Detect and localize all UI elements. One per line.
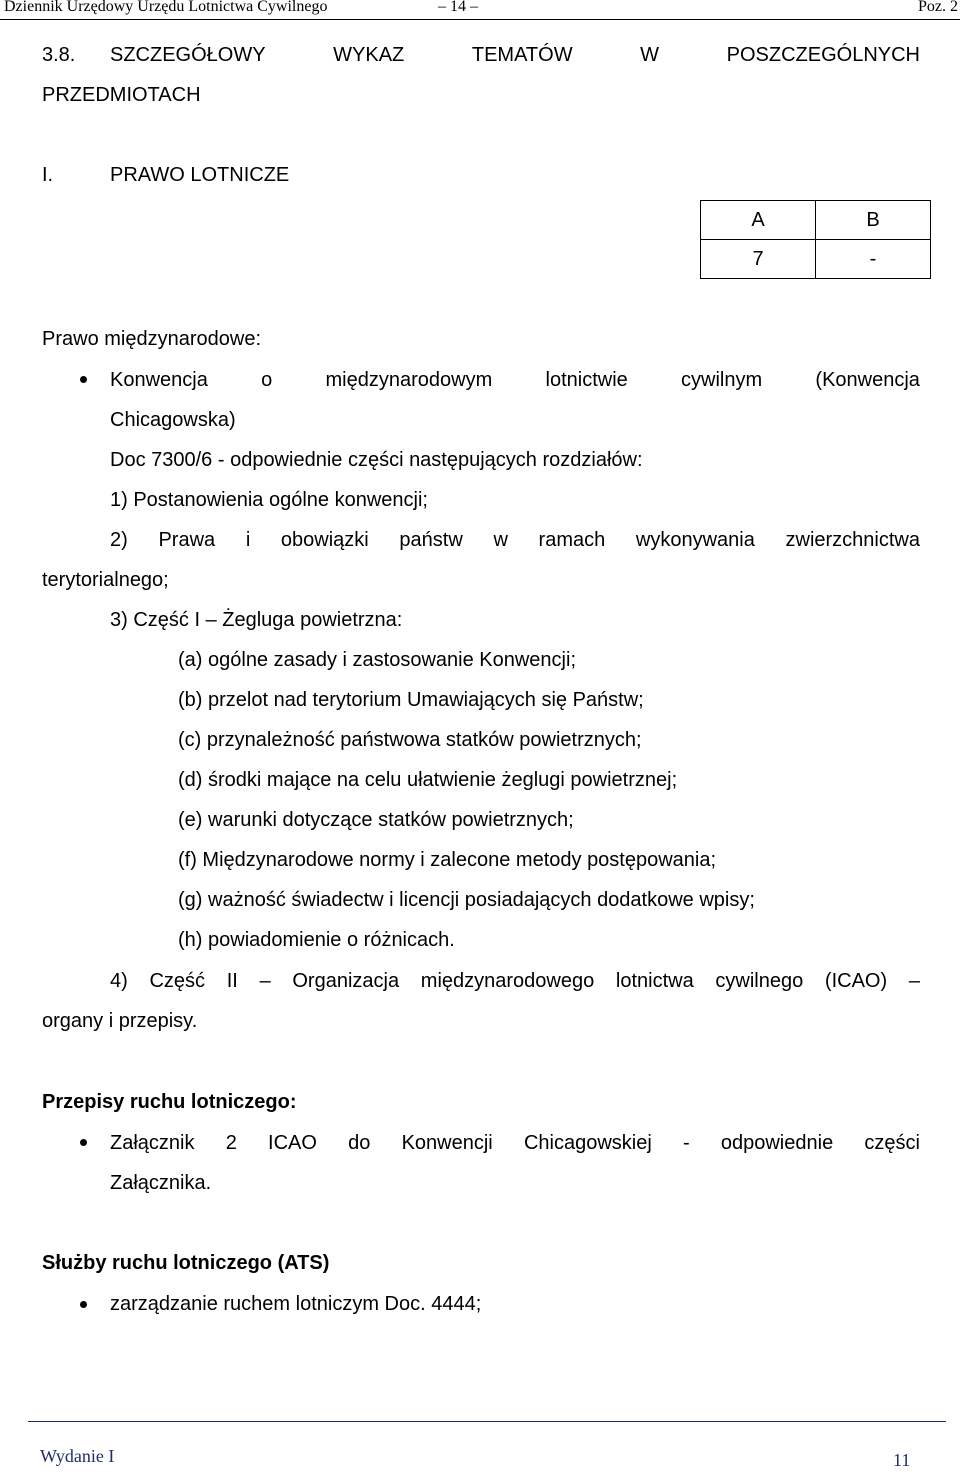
convention-bullet-line2: Chicagowska) <box>110 409 236 431</box>
ats-heading: Służby ruchu lotniczego (ATS) <box>42 1252 330 1274</box>
item-3: 3) Część I – Żegluga powietrzna: <box>110 609 403 631</box>
subitem-b: (b) przelot nad terytorium Umawiających się Państw; <box>178 689 644 711</box>
annex-bullet-word: ICAO <box>268 1132 317 1154</box>
intl-law-heading: Prawo międzynarodowe: <box>42 328 261 350</box>
annex-bullet <box>110 1131 920 1155</box>
annex-bullet-word: Załącznik <box>110 1132 195 1154</box>
convention-bullet-word: lotnictwie <box>545 369 628 391</box>
subitem-a: (a) ogólne zasady i zastosowanie Konwencji; <box>178 649 576 671</box>
edition: Wydanie I <box>40 1446 115 1466</box>
journal-title: Dziennik Urzędowy Urzędu Lotnictwa Cywilnego <box>4 0 328 15</box>
item-4-word: Organizacja <box>292 970 400 992</box>
section-title-word: W <box>640 44 660 66</box>
bullet-icon <box>80 376 87 383</box>
air-rules-heading: Przepisy ruchu lotniczego: <box>42 1091 297 1113</box>
section-title-word: POSZCZEGÓLNYCH <box>726 44 920 66</box>
item-2-word: w <box>493 529 508 551</box>
convention-bullet-word: o <box>261 369 273 391</box>
item-4-word: Część <box>149 970 206 992</box>
subitem-c: (c) przynależność państwowa statków powietrznych; <box>178 729 642 751</box>
hours-value-b: - <box>816 240 931 279</box>
item-2-word: 2) <box>110 529 128 551</box>
item-4-word: 4) <box>110 970 128 992</box>
convention-bullet-word: cywilnym <box>681 369 763 391</box>
subitem-g: (g) ważność świadectw i licencji posiadających dodatkowe wpisy; <box>178 889 755 911</box>
item-4-word: – <box>908 970 920 992</box>
subject-number: I. <box>42 164 54 186</box>
subject-title: PRAWO LOTNICZE <box>110 164 290 186</box>
item-4-word: cywilnego <box>715 970 804 992</box>
item-2-word: ramach <box>538 529 606 551</box>
footer-page-number: 11 <box>893 1450 911 1470</box>
item-4-word: (ICAO) <box>824 970 888 992</box>
convention-bullet <box>110 368 920 392</box>
footer-rule <box>28 1421 946 1422</box>
annex-bullet-line2: Załącznika. <box>110 1172 212 1194</box>
header-rule <box>0 19 960 20</box>
annex-bullet-word: części <box>864 1132 920 1154</box>
item-4-line2: organy i przepisy. <box>42 1010 198 1032</box>
item-2 <box>110 528 920 552</box>
item-4-word: lotnictwa <box>615 970 694 992</box>
annex-bullet-word: do <box>348 1132 371 1154</box>
hours-table <box>700 200 931 279</box>
bullet-icon <box>80 1139 87 1146</box>
hours-value-a: 7 <box>701 240 816 279</box>
subitem-f: (f) Międzynarodowe normy i zalecone metody postępowania; <box>178 849 717 871</box>
convention-bullet-word: Konwencja <box>110 369 208 391</box>
subitem-d: (d) środki mające na celu ułatwienie żeglugi powietrznej; <box>178 769 678 791</box>
section-title-word: WYKAZ <box>333 44 405 66</box>
convention-bullet-word: (Konwencja <box>815 369 920 391</box>
position-number: Poz. 2 <box>918 0 958 15</box>
item-2-word: państw <box>399 529 463 551</box>
convention-bullet-word: międzynarodowym <box>325 369 493 391</box>
item-2-word: i <box>245 529 251 551</box>
annex-bullet-word: - <box>683 1132 690 1154</box>
subitem-e: (e) warunki dotyczące statków powietrznych; <box>178 809 574 831</box>
item-4 <box>110 969 920 993</box>
section-title-line2: PRZEDMIOTACH <box>42 84 201 106</box>
section-title-word: TEMATÓW <box>471 44 573 66</box>
item-2-word: wykonywania <box>635 529 755 551</box>
item-4-word: – <box>259 970 271 992</box>
subitem-h: (h) powiadomienie o różnicach. <box>178 929 455 951</box>
doc-line: Doc 7300/6 - odpowiednie części następujących rozdziałów: <box>110 449 643 471</box>
section-title <box>110 43 920 67</box>
item-4-word: II <box>226 970 238 992</box>
bullet-icon <box>80 1301 87 1308</box>
page-indicator: – 14 – <box>438 0 478 15</box>
ats-bullet: zarządzanie ruchem lotniczym Doc. 4444; <box>110 1293 482 1315</box>
section-title-word: SZCZEGÓŁOWY <box>110 44 266 66</box>
annex-bullet-word: 2 <box>225 1132 237 1154</box>
annex-bullet-word: Chicagowskiej <box>523 1132 652 1154</box>
item-2-word: Prawa <box>158 529 216 551</box>
item-4-word: międzynarodowego <box>420 970 595 992</box>
item-2-word: zwierzchnictwa <box>785 529 920 551</box>
hours-header-b: B <box>816 201 931 240</box>
hours-header-a: A <box>701 201 816 240</box>
annex-bullet-word: odpowiednie <box>720 1132 834 1154</box>
item-1: 1) Postanowienia ogólne konwencji; <box>110 489 428 511</box>
annex-bullet-word: Konwencji <box>401 1132 493 1154</box>
section-number: 3.8. <box>42 44 76 66</box>
item-2-line2: terytorialnego; <box>42 569 169 591</box>
item-2-word: obowiązki <box>280 529 369 551</box>
